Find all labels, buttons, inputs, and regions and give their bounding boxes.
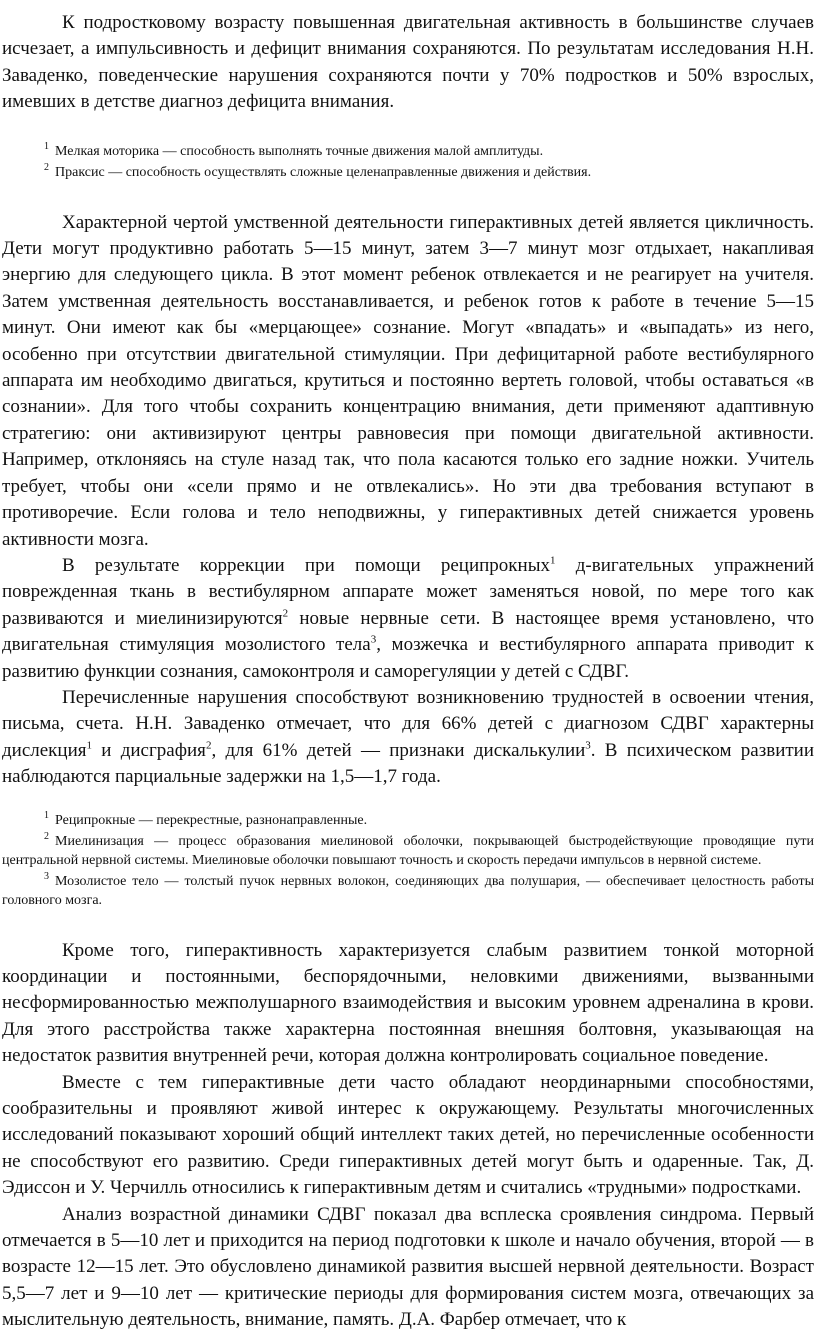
footnote-ref-3: 3 — [585, 739, 591, 752]
footnote-1 — [44, 142, 814, 161]
footnote-ref-2: 2 — [282, 607, 289, 620]
footnote-ref-3: 3 — [370, 633, 377, 646]
paragraph-abilities: Вместе с тем гиперактивные дети часто обладают неординарными способностями, сообразительны и проявляют живой интерес к окружающему. Результаты многочисленных исследований показывают хороший общий интеллект таких детей, но перечисленные особенности не способствуют его развитию. Среди гиперактивных детей могут быть и одаренные. Так, Д. Эдиссон и У. Черчилль относились к гиперактивным детям и считались «трудными» подростками. — [2, 1071, 814, 1199]
paragraph-motor-coordination: Кроме того, гиперактивность характеризуется слабым развитием тонкой моторной координации и постоянными, беспорядочными, неловкими движениями, вызванными несформированностью межполушарного взаимодействия и высоким уровнем адреналина в крови. Для этого расстройства также характерна постоянная внешняя болтовня, указывающая на недостаток развития внутренней речи, которая должна контролировать социальное поведение. — [2, 939, 814, 1067]
spacer — [2, 791, 814, 811]
footnote-3 — [2, 872, 814, 910]
spacer — [2, 912, 814, 938]
paragraph-learning-difficulties: Перечисленные нарушения способствуют возникновению трудностей в освоении чтения, письма, счета. Н.Н. Заваденко отмечает, что для 66% детей с диагнозом СДВГ характерны дислекция$^1$ и дисграфия$^2$, для 61% детей — признаки дискалькулии$^3$. В психическом развитии наблюдаются парциальные задержки на 1,5—1,7 года. — [2, 686, 814, 788]
footnote-number: 2 — [44, 161, 49, 173]
paragraph-adolescence: К подростковому возрасту повышенная двигательная активность в большинстве случаев исчезает, а импульсивность и дефицит внимания сохраняются. По результатам исследования Н.Н. Заваденко, поведенческие нарушения сохраняются почти у 70% подростков и 50% взрослых, имевших в детстве диагноз дефицита внимания. — [2, 12, 814, 113]
footnote-text: Реципрокные — перекрестные, разнонаправленные. — [55, 812, 368, 828]
paragraph-correction: В результате коррекции при помощи реципрокных$^1$ д-вигательных упражнений поврежденная ткань в вестибулярном аппарате может заменяться новой, по мере того как развиваются и миелинизируются$^2$ новые нервные сети. В настоящее время установлено, что двигательная стимуляция мозолистого тела$^3$, мозжечка и вестибулярного аппарата приводит к развитию функции сознания, самоконтроля и саморегуляции у детей с СДВГ. — [2, 554, 814, 682]
footnote-text: Мелкая моторика — способность выполнять точные движения малой амплитуды. — [55, 143, 544, 159]
footnote-ref-1: 1 — [86, 739, 92, 752]
spacer — [2, 184, 814, 210]
footnote-2 — [44, 163, 814, 182]
footnote-ref-1: 1 — [549, 554, 556, 567]
footnote-text: Праксис — способность осуществлять сложные целенаправленные движения и действия. — [55, 164, 592, 180]
paragraph-cyclicity: Характерной чертой умственной деятельности гиперактивных детей является цикличность. Дети могут продуктивно работать 5—15 минут, затем 3—7 минут мозг отдыхает, накапливая энергию для следующего цикла. В этот момент ребенок отвлекается и не реагирует на учителя. Затем умственная деятельность восстанавливается, и ребенок готов к работе в течение 5—15 минут. Они имеют как бы «мерцающее» сознание. Могут «впадать» и «выпадать» из него, особенно при отсутствии двигательной стимуляции. При дефицитарной работе вестибулярного аппарата им необходимо двигаться, крутиться и постоянно вертеть головой, чтобы оставаться «в сознании». Для того чтобы сохранить концентрацию внимания, дети применяют адаптивную стратегию: они активизируют центры равновесия при помощи двигательной активности. Например, отклоняясь на стуле назад так, что пола касаются только его задние ножки. Учитель требует, чтобы они «сели прямо и не отвлекались». Но эти два требования вступают в противоречие. Если голова и тело неподвижны, у гиперактивных детей снижается уровень активности мозга. — [2, 211, 814, 550]
footnote-text: Миелинизация — процесс образования миелиновой оболочки, покрывающей быстродействующие проводящие пути центральной нервной системы. Миелиновые оболочки повышают точность и скорость передачи импульсов в нервной системе. — [2, 833, 814, 868]
footnote-1 — [2, 811, 814, 830]
footnote-number: 1 — [44, 809, 49, 821]
footnote-number: 2 — [44, 830, 49, 842]
spacer — [2, 116, 814, 142]
footnotes-motor — [2, 142, 814, 182]
paragraph-age-dynamics: Анализ возрастной динамики СДВГ показал два всплеска сроявления синдрома. Первый отмечается в 5—10 лет и приходится на период подготовки к школе и начало обучения, второй — в возрасте 12—15 лет. Это обусловлено динамикой развития высшей нервной деятельности. Возраст 5,5—7 лет и 9—10 лет — критические периоды для формирования систем мозга, отвечающих за мыслительную деятельность, внимание, память. Д.А. Фарбер отмечает, что к — [2, 1203, 814, 1331]
footnotes-terms — [2, 811, 814, 910]
footnote-number: 3 — [44, 870, 49, 882]
footnote-text: Мозолистое тело — толстый пучок нервных волокон, соединяющих два полушария, — обеспечивает целостность работы головного мозга. — [2, 873, 814, 908]
footnote-number: 1 — [44, 140, 49, 152]
footnote-2 — [2, 832, 814, 870]
footnote-ref-2: 2 — [205, 739, 212, 752]
